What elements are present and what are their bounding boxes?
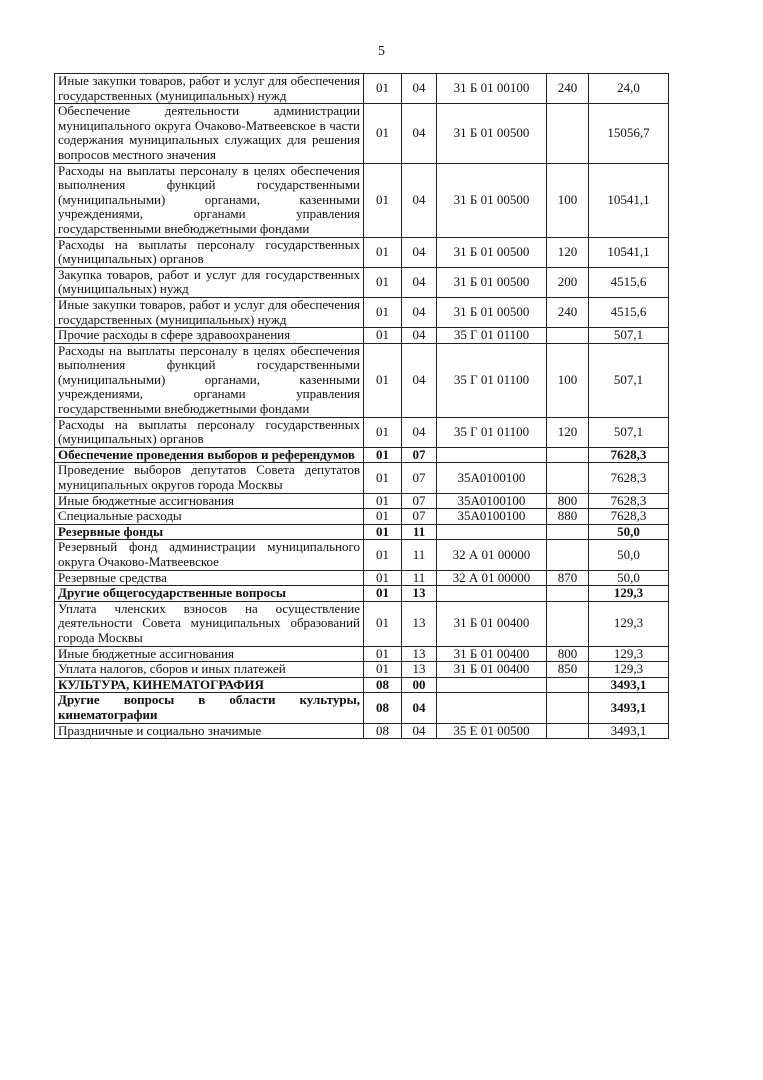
row-subsection: 04 (402, 267, 437, 297)
row-kind: 120 (547, 417, 589, 447)
row-article: 31 Б 01 00500 (437, 163, 547, 237)
row-section: 01 (364, 343, 402, 417)
row-article (437, 524, 547, 540)
table-row (55, 74, 669, 104)
row-section: 01 (364, 662, 402, 678)
table-row (55, 267, 669, 297)
row-section: 01 (364, 493, 402, 509)
row-kind: 200 (547, 267, 589, 297)
row-kind (547, 586, 589, 602)
row-kind: 880 (547, 509, 589, 525)
row-subsection: 07 (402, 463, 437, 493)
row-amount: 4515,6 (589, 267, 669, 297)
row-section: 01 (364, 586, 402, 602)
row-section: 01 (364, 524, 402, 540)
row-kind (547, 540, 589, 570)
row-name: Расходы на выплаты персоналу в целях обеспечения выполнения функций государственными (муниципальными) органами, казенными учреждениями, органами управления государственными внебюджетными фондами (55, 343, 364, 417)
row-kind (547, 601, 589, 646)
row-amount: 507,1 (589, 328, 669, 344)
row-subsection: 13 (402, 601, 437, 646)
row-subsection: 04 (402, 328, 437, 344)
row-kind (547, 693, 589, 723)
row-amount: 129,3 (589, 662, 669, 678)
row-amount: 3493,1 (589, 677, 669, 693)
row-name: Уплата членских взносов на осуществление деятельности Совета муниципальных образований города Москвы (55, 601, 364, 646)
row-amount: 129,3 (589, 586, 669, 602)
row-name: Обеспечение проведения выборов и референдумов (55, 447, 364, 463)
row-amount: 129,3 (589, 646, 669, 662)
row-section: 01 (364, 417, 402, 447)
row-article: 31 Б 01 00400 (437, 662, 547, 678)
table-row (55, 447, 669, 463)
row-subsection: 00 (402, 677, 437, 693)
row-name: Праздничные и социально значимые (55, 723, 364, 739)
row-subsection: 04 (402, 163, 437, 237)
row-article: 31 Б 01 00500 (437, 297, 547, 327)
row-article: 31 Б 01 00500 (437, 267, 547, 297)
table-row (55, 163, 669, 237)
table-row (55, 586, 669, 602)
row-kind: 870 (547, 570, 589, 586)
row-article: 35А0100100 (437, 493, 547, 509)
row-article (437, 586, 547, 602)
row-amount: 3493,1 (589, 723, 669, 739)
row-section: 01 (364, 163, 402, 237)
table-row (55, 237, 669, 267)
row-section: 01 (364, 646, 402, 662)
table-row (55, 601, 669, 646)
row-subsection: 04 (402, 343, 437, 417)
table-row (55, 417, 669, 447)
row-kind: 800 (547, 646, 589, 662)
row-article: 31 Б 01 00500 (437, 104, 547, 163)
row-section: 01 (364, 104, 402, 163)
row-article (437, 693, 547, 723)
row-name: Резервный фонд администрации муниципального округа Очаково-Матвеевское (55, 540, 364, 570)
row-subsection: 07 (402, 493, 437, 509)
row-article: 35А0100100 (437, 463, 547, 493)
row-article: 35 Г 01 01100 (437, 417, 547, 447)
row-kind (547, 447, 589, 463)
row-subsection: 11 (402, 540, 437, 570)
row-section: 01 (364, 74, 402, 104)
row-article (437, 447, 547, 463)
row-subsection: 11 (402, 570, 437, 586)
row-article: 31 Б 01 00500 (437, 237, 547, 267)
row-section: 08 (364, 723, 402, 739)
row-amount: 50,0 (589, 540, 669, 570)
page-number: 5 (378, 44, 385, 59)
row-kind (547, 463, 589, 493)
table-row (55, 493, 669, 509)
row-amount: 507,1 (589, 417, 669, 447)
row-name: Специальные расходы (55, 509, 364, 525)
table-row (55, 646, 669, 662)
row-section: 08 (364, 693, 402, 723)
row-article: 32 А 01 00000 (437, 540, 547, 570)
row-kind (547, 524, 589, 540)
row-subsection: 13 (402, 586, 437, 602)
row-section: 01 (364, 601, 402, 646)
row-amount: 7628,3 (589, 509, 669, 525)
row-amount: 4515,6 (589, 297, 669, 327)
row-name: Прочие расходы в сфере здравоохранения (55, 328, 364, 344)
row-kind: 100 (547, 163, 589, 237)
row-kind: 120 (547, 237, 589, 267)
row-kind (547, 723, 589, 739)
row-name: Проведение выборов депутатов Совета депутатов муниципальных округов города Москвы (55, 463, 364, 493)
row-article: 31 Б 01 00100 (437, 74, 547, 104)
row-article: 32 А 01 00000 (437, 570, 547, 586)
table-row (55, 540, 669, 570)
row-section: 01 (364, 570, 402, 586)
row-amount: 507,1 (589, 343, 669, 417)
row-subsection: 11 (402, 524, 437, 540)
table-row (55, 104, 669, 163)
row-article: 35А0100100 (437, 509, 547, 525)
row-subsection: 04 (402, 237, 437, 267)
row-name: Расходы на выплаты персоналу государственных (муниципальных) органов (55, 417, 364, 447)
row-article: 31 Б 01 00400 (437, 601, 547, 646)
row-article: 35 Г 01 01100 (437, 343, 547, 417)
row-amount: 10541,1 (589, 163, 669, 237)
row-amount: 7628,3 (589, 463, 669, 493)
row-amount: 50,0 (589, 570, 669, 586)
row-amount: 7628,3 (589, 493, 669, 509)
row-section: 01 (364, 328, 402, 344)
row-name: Расходы на выплаты персоналу государственных (муниципальных) органов (55, 237, 364, 267)
row-name: Иные закупки товаров, работ и услуг для обеспечения государственных (муниципальных) нужд (55, 297, 364, 327)
row-subsection: 04 (402, 693, 437, 723)
row-name: КУЛЬТУРА, КИНЕМАТОГРАФИЯ (55, 677, 364, 693)
table-row (55, 524, 669, 540)
table-row (55, 693, 669, 723)
row-kind: 100 (547, 343, 589, 417)
row-subsection: 07 (402, 447, 437, 463)
row-subsection: 04 (402, 723, 437, 739)
row-subsection: 13 (402, 646, 437, 662)
table-row (55, 297, 669, 327)
row-amount: 7628,3 (589, 447, 669, 463)
row-section: 01 (364, 267, 402, 297)
row-section: 01 (364, 463, 402, 493)
row-name: Другие вопросы в области культуры, кинематографии (55, 693, 364, 723)
row-name: Расходы на выплаты персоналу в целях обеспечения выполнения функций государственными (муниципальными) органами, казенными учреждениями, органами управления государственными внебюджетными фондами (55, 163, 364, 237)
row-kind: 240 (547, 297, 589, 327)
row-subsection: 04 (402, 74, 437, 104)
row-subsection: 04 (402, 417, 437, 447)
row-section: 01 (364, 509, 402, 525)
table-row (55, 509, 669, 525)
row-kind (547, 104, 589, 163)
budget-table-body (55, 74, 669, 739)
row-name: Обеспечение деятельности администрации муниципального округа Очаково-Матвеевское в части содержания муниципальных служащих для решения вопросов местного значения (55, 104, 364, 163)
table-row (55, 343, 669, 417)
row-section: 01 (364, 297, 402, 327)
table-row (55, 328, 669, 344)
row-article: 35 Е 01 00500 (437, 723, 547, 739)
row-kind: 240 (547, 74, 589, 104)
row-section: 01 (364, 540, 402, 570)
row-kind (547, 677, 589, 693)
row-name: Другие общегосударственные вопросы (55, 586, 364, 602)
table-row (55, 723, 669, 739)
row-name: Иные бюджетные ассигнования (55, 493, 364, 509)
row-kind: 850 (547, 662, 589, 678)
budget-table (54, 73, 669, 739)
row-subsection: 04 (402, 297, 437, 327)
row-article: 31 Б 01 00400 (437, 646, 547, 662)
row-section: 01 (364, 237, 402, 267)
row-name: Резервные фонды (55, 524, 364, 540)
row-amount: 50,0 (589, 524, 669, 540)
row-subsection: 13 (402, 662, 437, 678)
row-name: Закупка товаров, работ и услуг для государственных (муниципальных) нужд (55, 267, 364, 297)
row-subsection: 04 (402, 104, 437, 163)
row-name: Иные закупки товаров, работ и услуг для обеспечения государственных (муниципальных) нужд (55, 74, 364, 104)
row-amount: 24,0 (589, 74, 669, 104)
row-section: 01 (364, 447, 402, 463)
row-name: Уплата налогов, сборов и иных платежей (55, 662, 364, 678)
row-kind (547, 328, 589, 344)
row-subsection: 07 (402, 509, 437, 525)
row-amount: 129,3 (589, 601, 669, 646)
row-name: Иные бюджетные ассигнования (55, 646, 364, 662)
row-article (437, 677, 547, 693)
row-article: 35 Г 01 01100 (437, 328, 547, 344)
row-amount: 10541,1 (589, 237, 669, 267)
row-amount: 15056,7 (589, 104, 669, 163)
row-amount: 3493,1 (589, 693, 669, 723)
table-row (55, 662, 669, 678)
row-name: Резервные средства (55, 570, 364, 586)
row-kind: 800 (547, 493, 589, 509)
row-section: 08 (364, 677, 402, 693)
table-row (55, 463, 669, 493)
table-row (55, 570, 669, 586)
table-row (55, 677, 669, 693)
